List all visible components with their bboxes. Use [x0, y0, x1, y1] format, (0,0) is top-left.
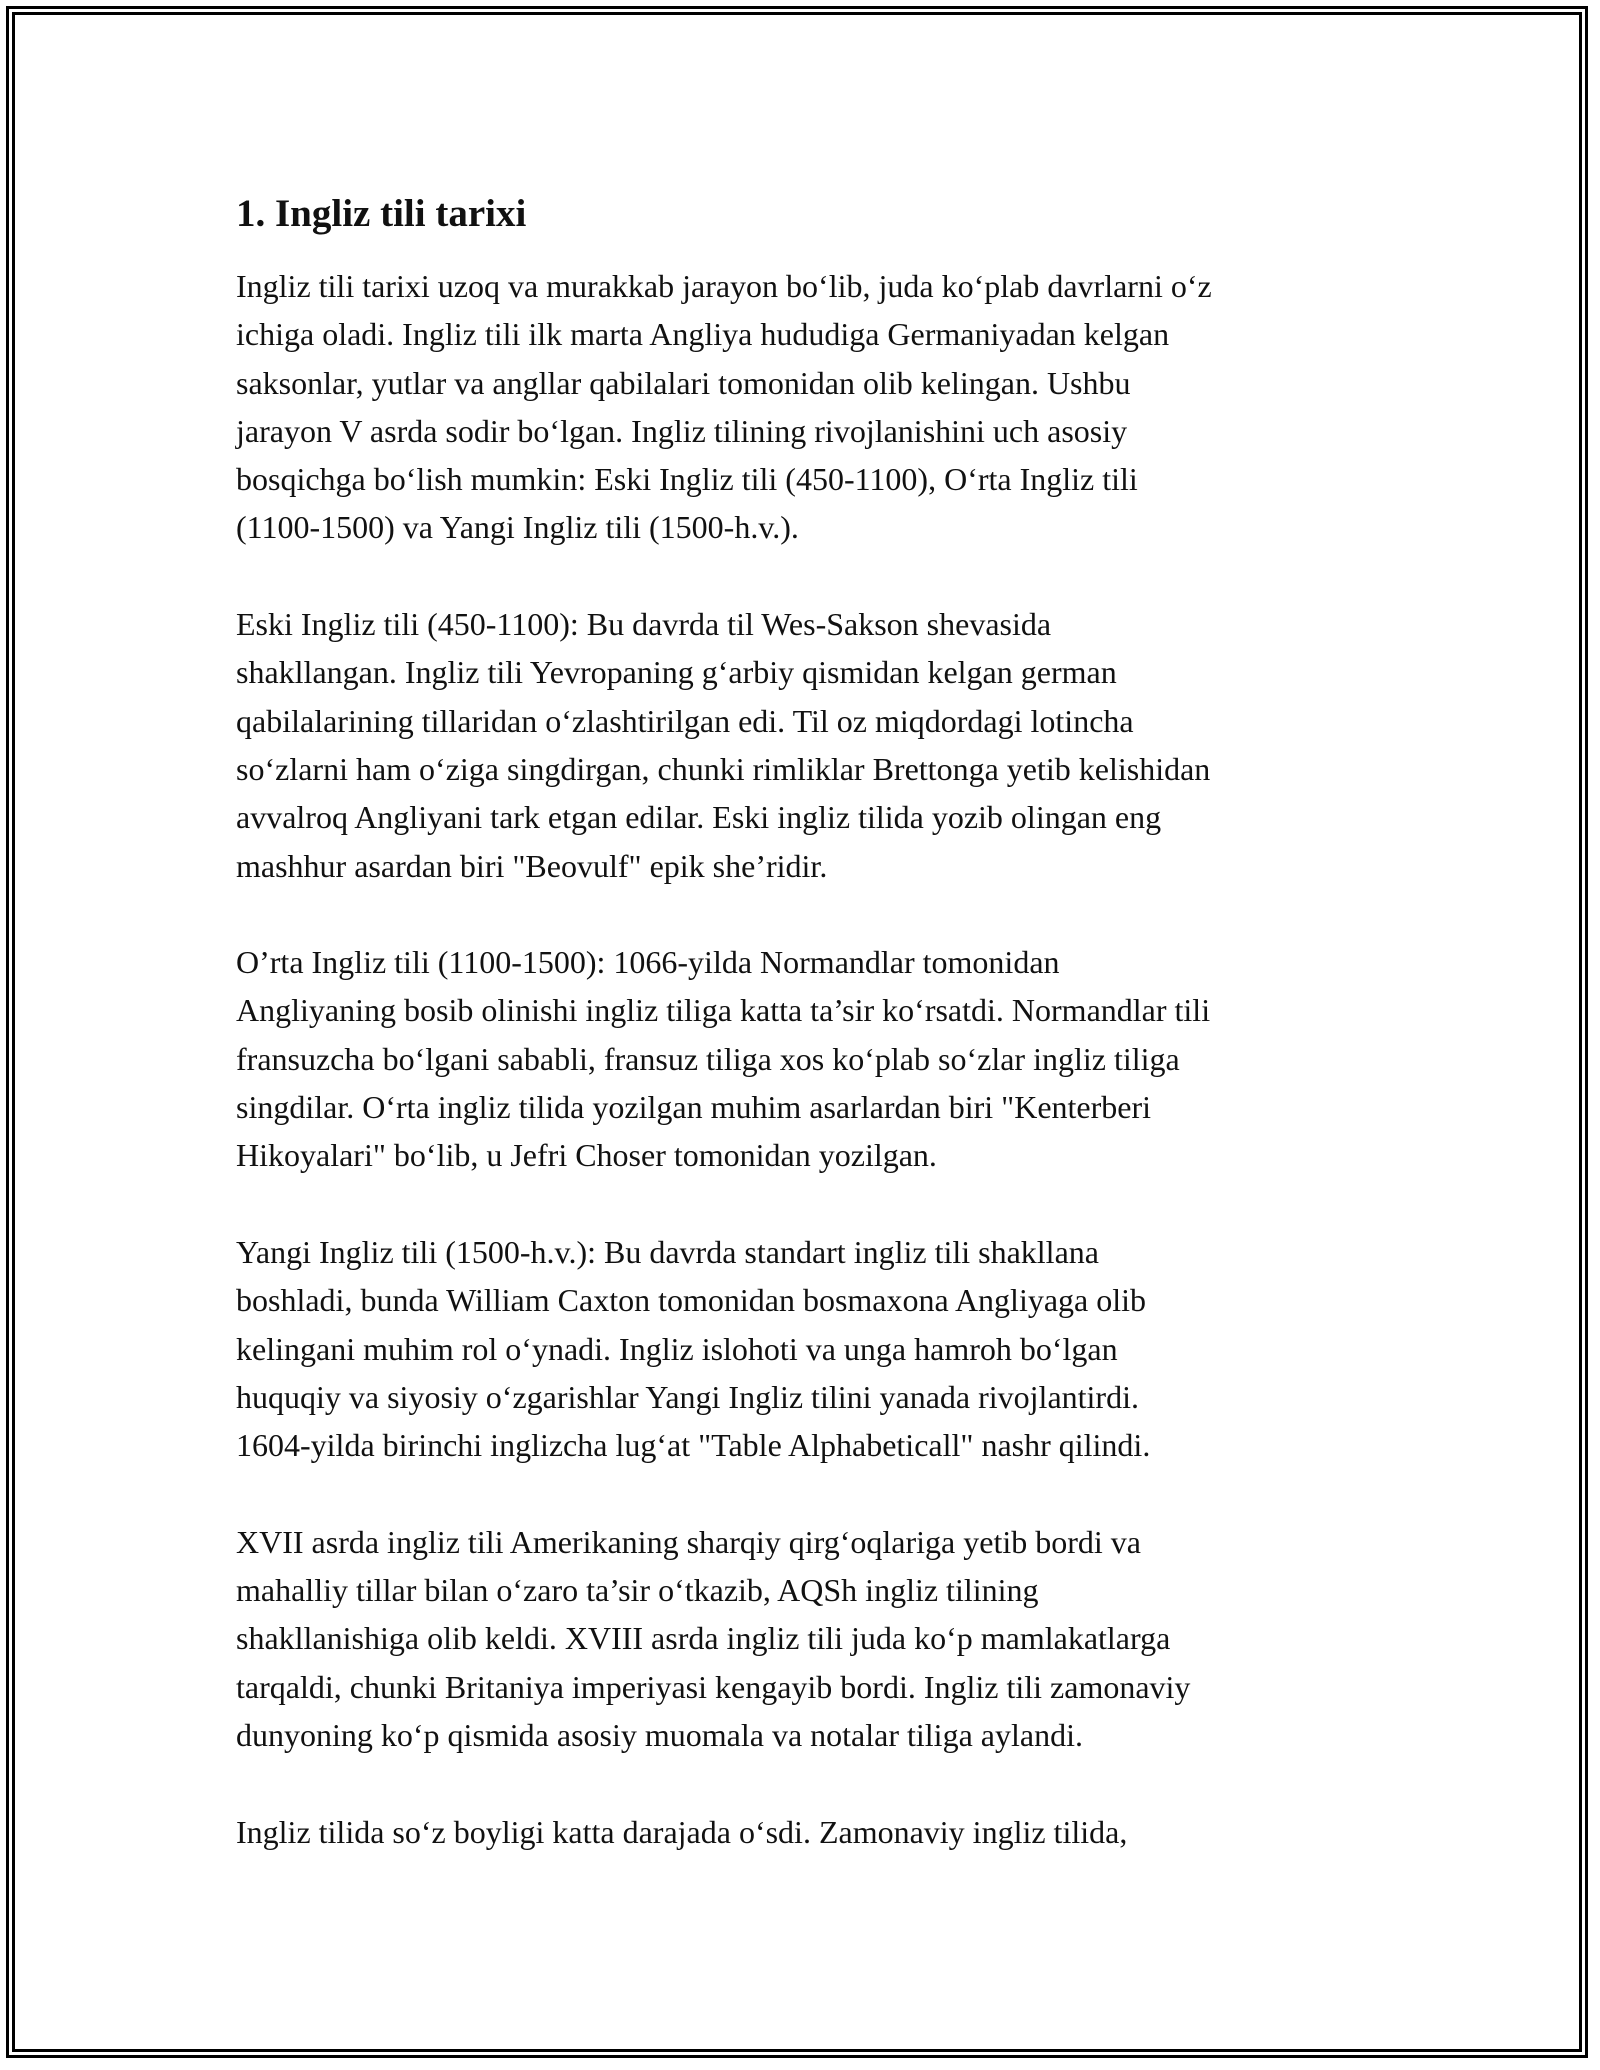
text-line: mashhur asardan biri "Beovulf" epik she’ridir. [236, 847, 828, 884]
text-line: jarayon V asrda sodir bo‘lgan. Ingliz tilining rivojlanishini uch asosiy [236, 412, 1128, 449]
text-line: Ingliz tilida so‘z boyligi katta darajada o‘sdi. Zamonaviy ingliz tilida, [236, 1813, 1128, 1850]
text-line: 1604-yilda birinchi inglizcha lug‘at "Table Alphabeticall" nashr qilindi. [236, 1427, 1151, 1464]
text-line: bosqichga bo‘lish mumkin: Eski Ingliz tili (450-1100), O‘rta Ingliz tili [236, 461, 1138, 498]
document-body [236, 186, 1376, 1904]
paragraph-17th-century [236, 1518, 1376, 1759]
paragraph-vocabulary [236, 1808, 1376, 1856]
text-line: boshladi, bunda William Caxton tomonidan bosmaxona Angliyaga olib [236, 1282, 1147, 1319]
text-line: Yangi Ingliz tili (1500-h.v.): Bu davrda standart ingliz tili shakllana [236, 1233, 1099, 1270]
text-line: shakllanishiga olib keldi. XVIII asrda ingliz tili juda ko‘p mamlakatlarga [236, 1620, 1171, 1657]
text-line: O’rta Ingliz tili (1100-1500): 1066-yilda Normandlar tomonidan [236, 944, 1060, 981]
text-line: (1100-1500) va Yangi Ingliz tili (1500-h.v.). [236, 509, 799, 546]
paragraph-modern-english [236, 1228, 1376, 1469]
text-line: tarqaldi, chunki Britaniya imperiyasi kengayib bordi. Ingliz tili zamonaviy [236, 1668, 1191, 1705]
text-line: Angliyaning bosib olinishi ingliz tiliga katta ta’sir ko‘rsatdi. Normandlar tili [236, 992, 1211, 1029]
section-heading: 1. Ingliz tili tarixi [236, 192, 527, 235]
paragraph-intro [236, 262, 1376, 552]
text-line: shakllangan. Ingliz tili Yevropaning g‘arbiy qismidan kelgan german [236, 654, 1117, 691]
text-line: Hikoyalari" bo‘lib, u Jefri Choser tomonidan yozilgan. [236, 1137, 937, 1174]
text-line: huquqiy va siyosiy o‘zgarishlar Yangi Ingliz tilini yanada rivojlantirdi. [236, 1378, 1139, 1415]
text-line: saksonlar, yutlar va angllar qabilalari tomonidan olib kelingan. Ushbu [236, 364, 1131, 401]
text-line: XVII asrda ingliz tili Amerikaning sharqiy qirg‘oqlariga yetib bordi va [236, 1523, 1141, 1560]
paragraph-middle-english [236, 938, 1376, 1179]
text-line: fransuzcha bo‘lgani sababli, fransuz tiliga xos ko‘plab so‘zlar ingliz tiliga [236, 1040, 1180, 1077]
text-line: ichiga oladi. Ingliz tili ilk marta Angliya hududiga Germaniyadan kelgan [236, 316, 1170, 353]
text-line: qabilalarining tillaridan o‘zlashtirilgan edi. Til oz miqdordagi lotincha [236, 702, 1134, 739]
text-line: kelingani muhim rol o‘ynadi. Ingliz islohoti va unga hamroh bo‘lgan [236, 1330, 1118, 1367]
text-line: so‘zlarni ham o‘ziga singdirgan, chunki rimliklar Brettonga yetib kelishidan [236, 750, 1211, 787]
paragraph-old-english [236, 600, 1376, 890]
text-line: mahalliy tillar bilan o‘zaro ta’sir o‘tkazib, AQSh ingliz tilining [236, 1572, 1039, 1609]
text-line: Eski Ingliz tili (450-1100): Bu davrda til Wes-Sakson shevasida [236, 606, 1052, 643]
text-line: avvalroq Angliyani tark etgan edilar. Eski ingliz tilida yozib olingan eng [236, 799, 1162, 836]
text-line: Ingliz tili tarixi uzoq va murakkab jarayon bo‘lib, juda ko‘plab davrlarni o‘z [236, 268, 1212, 304]
text-line: dunyoning ko‘p qismida asosiy muomala va notalar tiliga aylandi. [236, 1716, 1083, 1753]
text-line: singdilar. O‘rta ingliz tilida yozilgan muhim asarlardan biri "Kenterberi [236, 1089, 1152, 1126]
